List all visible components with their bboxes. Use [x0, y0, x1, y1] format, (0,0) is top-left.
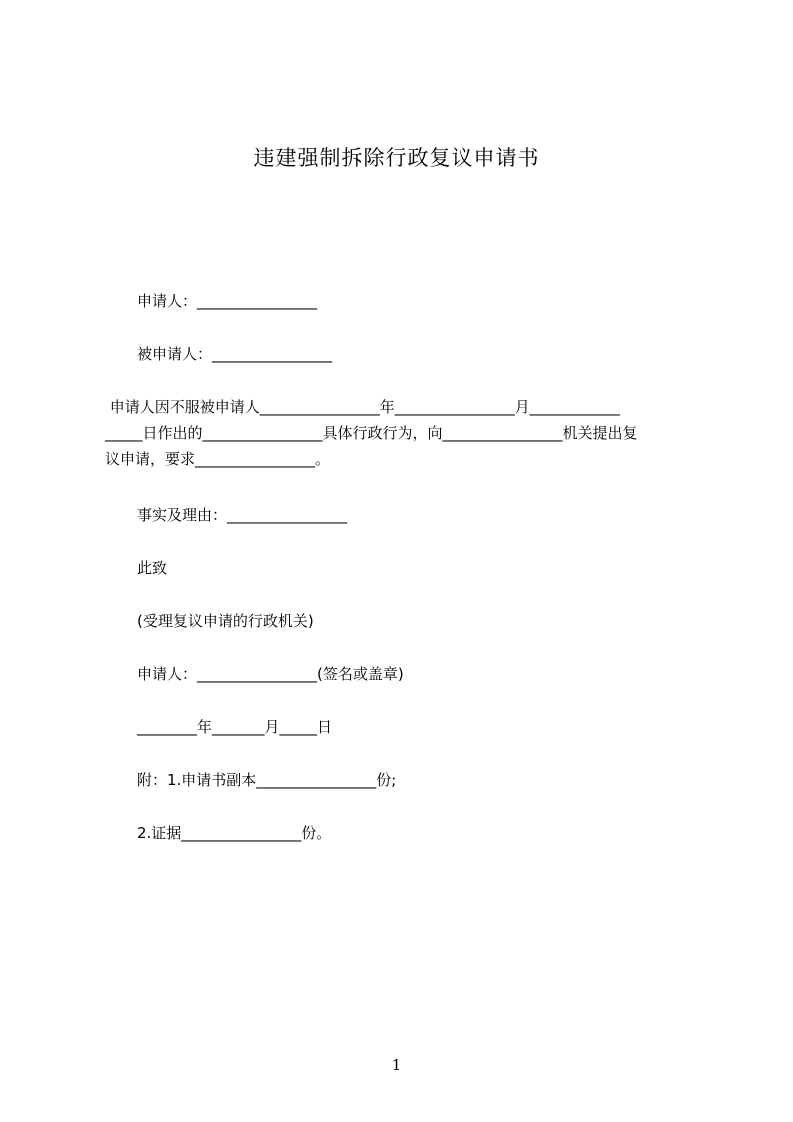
respondent-line: 被申请人：________________ [137, 345, 333, 363]
date-line: ________年_______月_____日 [137, 718, 333, 736]
signature-line: 申请人：________________(签名或盖章) [137, 665, 404, 683]
request-paragraph-line-3: 议申请，要求________________。 [105, 450, 331, 468]
attachment-2: 2.证据________________份。 [137, 824, 332, 842]
applicant-line: 申请人：________________ [137, 292, 318, 310]
page-number: 1 [391, 1056, 402, 1074]
facts-and-reasons-line: 事实及理由：________________ [137, 506, 348, 524]
salutation: 此致 [137, 559, 168, 577]
recipient-note: (受理复议申请的行政机关) [137, 612, 314, 630]
attachment-1: 附：1.申请书副本________________份; [137, 771, 397, 789]
request-paragraph [105, 394, 701, 472]
request-paragraph-line-2: _____日作出的________________具体行政行为，向________________机关提出复 [105, 424, 638, 442]
request-paragraph-line-1: 申请人因不服被申请人________________年________________月____________ [105, 398, 620, 416]
document-title: 违建强制拆除行政复议申请书 [253, 146, 540, 170]
